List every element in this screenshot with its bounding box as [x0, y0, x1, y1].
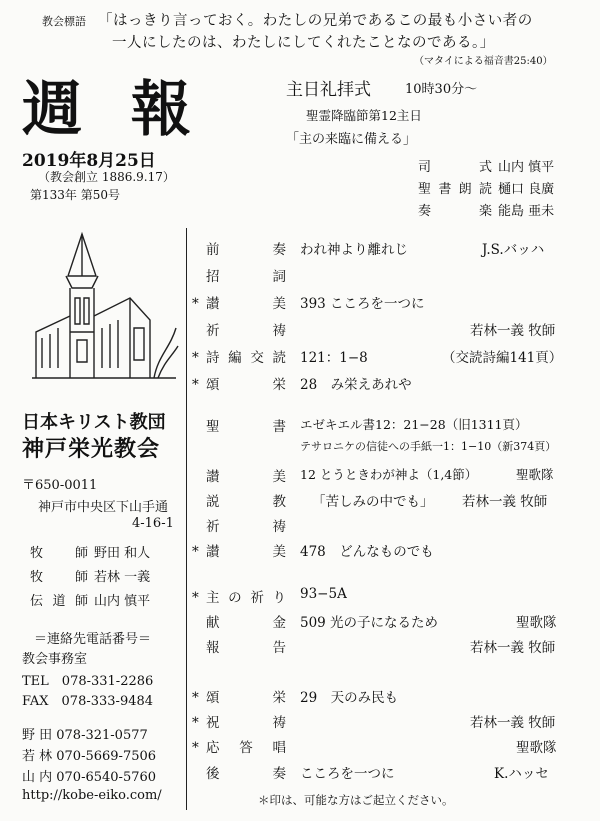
church-illustration: [30, 228, 180, 388]
order-item-name: 頌栄: [206, 690, 286, 706]
order-item-name: 祝祷: [206, 715, 286, 731]
order-detail: 121：1−8: [300, 350, 368, 366]
order-detail: 93−5A: [300, 586, 347, 602]
order-detail: 393 こころを一つに: [300, 296, 425, 312]
minister-role: 伝道師: [30, 594, 88, 609]
stand-mark: *: [192, 377, 199, 393]
order-row: [192, 373, 286, 393]
order-row: [192, 292, 286, 312]
staff-row: [418, 200, 554, 219]
order-detail: 「苦しみの中でも」: [312, 494, 434, 510]
church-drawing-icon: [30, 228, 180, 388]
order-right: （交読詩編141頁）: [442, 350, 563, 366]
phone-wakabayashi: 若 林 070-5669-7506: [22, 749, 157, 764]
staff-row: [418, 178, 554, 197]
page-title: 週 報: [22, 75, 205, 145]
stand-mark: *: [192, 715, 199, 731]
stand-mark: *: [192, 740, 199, 756]
order-row: [192, 711, 286, 731]
staff-name: 能島 亜未: [498, 204, 555, 219]
order-detail: 478 どんなものでも: [300, 544, 434, 560]
column-divider: [186, 228, 187, 810]
office-tel: TEL 078-331-2286: [22, 674, 154, 689]
service-title: 主日礼拝式: [286, 80, 371, 100]
staff-name: 樋口 良廣: [498, 182, 555, 197]
staff-role: 聖書朗読: [418, 182, 492, 197]
order-detail: エゼキエル書12：21−28（旧1311頁）: [300, 417, 528, 432]
order-item-name: 説教: [206, 494, 286, 510]
order-right: 聖歌隊: [516, 467, 554, 482]
office-fax: FAX 078-333-9484: [22, 694, 154, 709]
minister-row: [30, 566, 150, 585]
order-row: [192, 415, 286, 435]
order-item-name: 報告: [206, 640, 286, 656]
order-right: 若林一義 牧師: [470, 640, 556, 656]
phone-noda: 野 田 078-321-0577: [22, 728, 148, 743]
motto-line-1: 「はっきり言っておく。わたしの兄弟であるこの最も小さい者の: [98, 13, 533, 29]
stand-mark: *: [192, 690, 199, 706]
order-detail: 28 み栄えあれや: [300, 377, 412, 393]
address-line-1: 神戸市中央区下山手通: [38, 500, 169, 515]
stand-mark: *: [192, 544, 199, 560]
order-item-name: 聖書: [206, 419, 286, 435]
order-item-name: 前奏: [206, 242, 286, 258]
contact-heading: ＝連絡先電話番号＝: [34, 632, 152, 647]
motto-line-2: 一人にしたのは、わたしにしてくれたことなのである。」: [112, 35, 495, 51]
staff-role: 奏楽: [418, 204, 492, 219]
minister-role: 牧師: [30, 570, 88, 585]
order-detail: こころを一つに: [300, 766, 395, 782]
order-row: [192, 586, 286, 606]
staff-role: 司式: [418, 160, 492, 175]
staff-row: [418, 156, 554, 175]
order-item-name: 詩編交読: [206, 350, 286, 366]
church-name: 神戸栄光教会: [22, 436, 161, 462]
order-row: [192, 540, 286, 560]
order-right: J.S.バッハ: [482, 242, 545, 258]
order-item-name: 後奏: [206, 766, 286, 782]
order-item-name: 頌栄: [206, 377, 286, 393]
order-row: [192, 611, 286, 631]
order-row: [192, 238, 286, 258]
order-detail: 12 とうときわが神よ（1,4節）: [300, 467, 478, 482]
minister-name: 山内 慎平: [94, 594, 151, 609]
order-row: [192, 515, 286, 535]
order-detail: われ神より離れじ: [300, 242, 408, 258]
order-right: 若林一義 牧師: [470, 323, 556, 339]
order-detail-secondary: テサロニケの信徒への手紙一1：1−10（新374頁）: [300, 440, 557, 453]
postal-code: 〒650-0011: [22, 478, 98, 493]
minister-role: 牧師: [30, 546, 88, 561]
address-line-2: 4-16-1: [132, 516, 174, 531]
staff-name: 山内 慎平: [498, 160, 555, 175]
motto-source: （マタイによる福音書25:40）: [414, 56, 553, 67]
service-time: 10時30分～: [405, 82, 478, 97]
order-right: 聖歌隊: [516, 740, 557, 756]
order-detail: 29 天のみ民も: [300, 690, 399, 706]
order-right: K.ハッセ: [494, 766, 549, 782]
order-item-name: 讃美: [206, 469, 286, 485]
motto-label: 教会標語: [42, 15, 86, 28]
order-row: [192, 265, 286, 285]
minister-row: [30, 590, 150, 609]
stand-mark: *: [192, 296, 199, 312]
order-detail: 509 光の子になるため: [300, 615, 439, 631]
service-theme: 「主の来臨に備える」: [286, 132, 417, 147]
order-row: [192, 686, 286, 706]
order-right: 聖歌隊: [516, 615, 557, 631]
order-item-name: 祈祷: [206, 519, 286, 535]
order-row: [192, 346, 286, 366]
order-item-name: 招詞: [206, 269, 286, 285]
founded-date: （教会創立 1886.9.17）: [38, 170, 175, 184]
order-row: [192, 736, 286, 756]
liturgical-sunday: 聖霊降臨節第12主日: [306, 108, 422, 123]
order-item-name: 讃美: [206, 544, 286, 560]
order-row: [192, 762, 286, 782]
standing-footnote: ＊印は、可能な方はご起立ください。: [258, 793, 454, 807]
order-item-name: 応答唱: [206, 740, 286, 756]
order-item-name: 讃美: [206, 296, 286, 312]
phone-yamauchi: 山 内 070-6540-5760: [22, 770, 157, 785]
minister-row: [30, 542, 150, 561]
order-row: [192, 636, 286, 656]
order-right: 若林一義 牧師: [470, 715, 556, 731]
minister-name: 野田 和人: [94, 546, 151, 561]
order-item-name: 主の祈り: [206, 590, 286, 606]
office-label: 教会事務室: [22, 652, 88, 667]
order-row: [192, 465, 286, 485]
website-url[interactable]: http://kobe-eiko.com/: [22, 788, 162, 803]
bulletin-date: 2019年8月25日: [22, 151, 156, 171]
stand-mark: *: [192, 350, 199, 366]
order-row: [192, 319, 286, 339]
minister-name: 若林 一義: [94, 570, 151, 585]
order-row: [192, 490, 286, 510]
stand-mark: *: [192, 590, 199, 606]
order-item-name: 祈祷: [206, 323, 286, 339]
denomination: 日本キリスト教団: [22, 412, 166, 433]
issue-number: 第133年 第50号: [30, 188, 120, 202]
order-right: 若林一義 牧師: [462, 494, 548, 510]
order-item-name: 献金: [206, 615, 286, 631]
